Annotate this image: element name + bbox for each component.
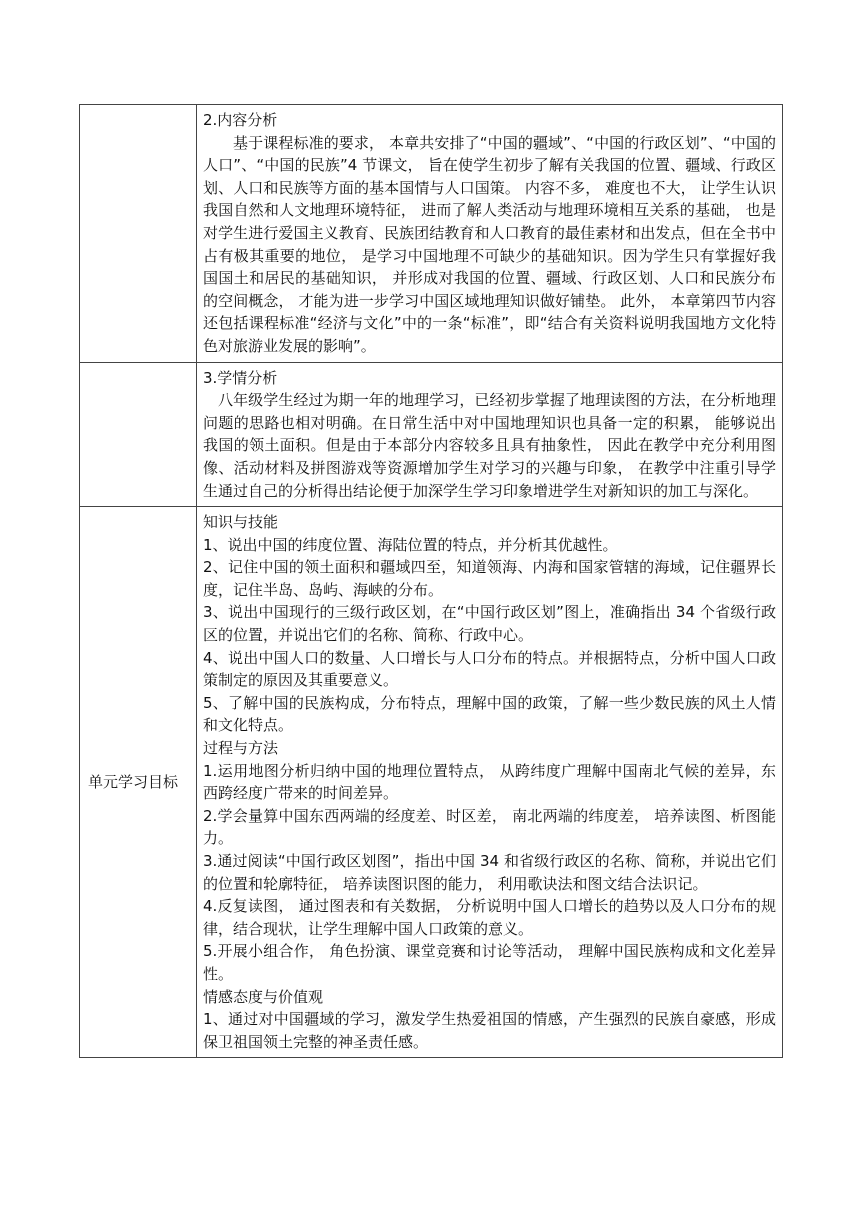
unit-goals-label: 单元学习目标 xyxy=(80,507,197,1058)
process-item: 4.反复读图， 通过图表和有关数据， 分析说明中国人口增长的趋势以及人口分布的规律，结合现状，让学生理解中国人口政策的意义。 xyxy=(203,897,776,938)
process-item: 5.开展小组合作， 角色扮演、课堂竞赛和讨论等活动， 理解中国民族构成和文化差异性。 xyxy=(203,942,776,983)
learner-analysis-row xyxy=(80,362,783,507)
learner-analysis-title: 3.学情分析 xyxy=(203,368,278,387)
knowledge-item: 4、说出中国人口的数量、人口增长与人口分布的特点。并根据特点，分析中国人口政策制定的原因及其重要意义。 xyxy=(203,648,776,690)
knowledge-item: 2、记住中国的领土面积和疆域四至，知道领海、内海和国家管辖的海域，记住疆界长度，记住半岛、岛屿、海峡的分布。 xyxy=(203,558,776,599)
empty-label-cell xyxy=(80,362,197,507)
process-heading: 过程与方法 xyxy=(203,739,279,758)
content-analysis-row xyxy=(80,105,783,363)
empty-label-cell xyxy=(80,105,197,363)
learner-analysis-body: 八年级学生经过为期一年的地理学习，已经初步掌握了地理读图的方法，在分析地理问题的思路也相对明确。在日常生活中对中国地理知识也具备一定的积累， 能够说出我国的领土面积。但是由于本部分内容较多且具有抽象性， 因此在教学中充分利用图像、活动材料及拼图游戏等资源增加学生对学习的兴趣与印象， 在教学中注重引导学生通过自己的分析得出结论便于加深学生学习印象增进学生对新知识的加工与深化。 xyxy=(203,391,776,500)
knowledge-item: 3、说出中国现行的三级行政区划，在“中国行政区划”图上，准确指出 34 个省级行政区的位置，并说出它们的名称、简称、行政中心。 xyxy=(203,603,776,645)
unit-goals-row xyxy=(80,507,783,1058)
content-analysis-title: 2.内容分析 xyxy=(203,111,278,129)
knowledge-heading: 知识与技能 xyxy=(203,513,279,532)
unit-goals-cell xyxy=(197,507,783,1058)
content-analysis-body: 基于课程标准的要求， 本章共安排了“中国的疆域”、“中国的行政区划”、“中国的人口”、“中国的民族”4 节课文， 旨在使学生初步了解有关我国的位置、疆域、行政区划、人口和民族等方面的基本国情与人口国策。 内容不多， 难度也不大， 让学生认识我国自然和人文地理环境特征， 进而了解人类活动与地理环境相互关系的基础， 也是对学生进行爱国主义教育、民族团结教育和人口教育的最佳素材和出发点，但在全书中占有极其重要的地位， 是学习中国地理不可缺少的基础知识。因为学生只有掌握好我国国土和居民的基础知识， 并形成对我国的位置、疆域、行政区划、人口和民族分布的空间概念， 才能为进一步学习中国区域地理知识做好铺垫。 此外， 本章第四节内容还包括课程标准“经济与文化”中的一条“标准”，即“结合有关资料说明我国地方文化特色对旅游业发展的影响”。 xyxy=(203,133,776,355)
knowledge-item: 1、说出中国的纬度位置、海陆位置的特点，并分析其优越性。 xyxy=(203,535,618,554)
process-item: 3.通过阅读“中国行政区划图”，指出中国 34 和省级行政区的名称、简称，并说出它们的位置和轮廓特征， 培养读图识图的能力， 利用歌诀法和图文结合法识记。 xyxy=(203,852,776,893)
process-item: 2.学会量算中国东西两端的经度差、时区差， 南北两端的纬度差， 培养读图、析图能力。 xyxy=(203,806,776,848)
knowledge-item: 5、了解中国的民族构成，分布特点，理解中国的政策，了解一些少数民族的风土人情和文化特点。 xyxy=(203,693,776,735)
emotion-item: 1、通过对中国疆域的学习，激发学生热爱祖国的情感，产生强烈的民族自豪感，形成保卫祖国领土完整的神圣责任感。 xyxy=(203,1010,776,1051)
process-item: 1.运用地图分析归纳中国的地理位置特点， 从跨纬度广理解中国南北气候的差异，东西跨经度广带来的时间差异。 xyxy=(203,761,776,803)
lesson-plan-table xyxy=(79,104,783,1058)
content-analysis-cell xyxy=(197,105,783,363)
learner-analysis-cell xyxy=(197,362,783,507)
emotion-heading: 情感态度与价值观 xyxy=(203,987,324,1006)
